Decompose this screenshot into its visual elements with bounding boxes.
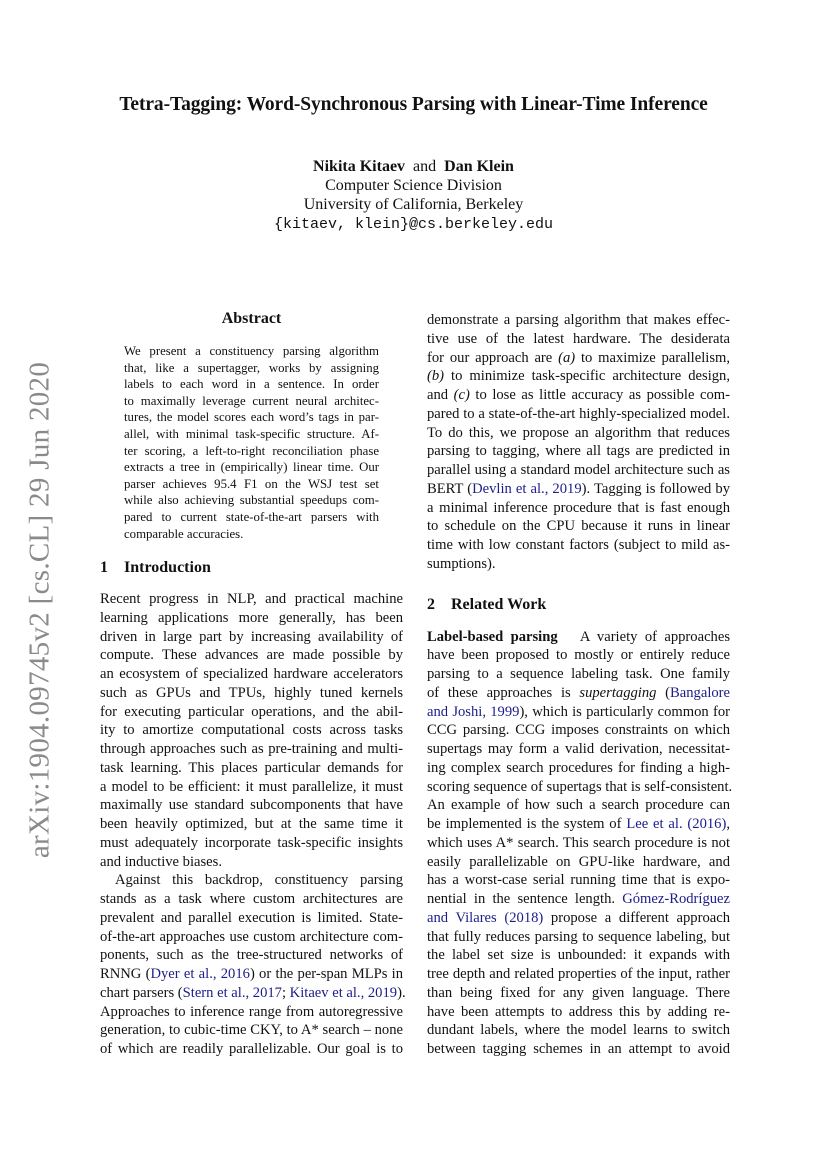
intro-paragraph-2 bbox=[100, 871, 406, 1059]
text-line: learning applications more generally, has been bbox=[100, 609, 403, 626]
text: ). Tagging is followed by bbox=[581, 480, 731, 497]
text-line: dundant labels, where the model learns to switch bbox=[427, 1022, 730, 1039]
text-line bbox=[427, 367, 730, 386]
abstract-line: allel, with minimal task-specific structure. Af- bbox=[124, 426, 379, 441]
text-line: the label set size is unbounded: it expands with bbox=[427, 947, 730, 964]
arxiv-stamp-text: arXiv:1904.09745v2 [cs.CL] 29 Jun 2020 bbox=[23, 361, 56, 859]
citation-link-lee-2016[interactable]: Lee et al. (2016) bbox=[626, 816, 727, 832]
text: ). bbox=[397, 984, 406, 1001]
text-line: driven in large part by increasing availability of bbox=[100, 628, 403, 645]
text: RNNG ( bbox=[100, 966, 151, 983]
text-line: Approaches to inference range from autoregressive bbox=[100, 1003, 403, 1020]
citation-link-gomez-rodriguez-2018[interactable]: Gómez-Rodríguez bbox=[622, 891, 730, 907]
text-line: easily parallelizable on GPU-like hardware, and bbox=[427, 853, 730, 870]
intro-paragraph-1 bbox=[100, 590, 403, 871]
text-line: pared to a state-of-the-art highly-specialized model. bbox=[427, 405, 730, 422]
text-line: scoring sequence of supertags that is self-consistent. bbox=[427, 778, 733, 795]
emphasis: supertagging bbox=[579, 684, 657, 701]
text: ), which is particularly common for bbox=[519, 703, 730, 720]
text-line: time with low constant factors (subject to mild as- bbox=[427, 537, 730, 553]
text-line: to schedule on the CPU because it runs in linear bbox=[427, 518, 730, 535]
abstract-line: parser achieves 95.4 F1 on the WSJ test set bbox=[124, 476, 379, 491]
right-column bbox=[427, 311, 733, 1059]
text-line: task learning. This places particular demands for bbox=[100, 759, 403, 776]
text-line: CCG parsing. CCG imposes constraints on which bbox=[427, 722, 730, 739]
text-line: supertags may form a valid derivation, necessitat- bbox=[427, 741, 730, 757]
abstract-heading: Abstract bbox=[221, 310, 282, 327]
text-line: tree depth and related properties of the input, rather bbox=[427, 966, 730, 982]
text-line: parsing to tagging, where all tags are predicted in bbox=[427, 443, 730, 460]
text-line: generation, to cubic-time CKY, to A* search – none bbox=[100, 1022, 403, 1039]
text-line: which uses A* search. This search procedure is not bbox=[427, 834, 730, 851]
text-line: tive use of the latest hardware. The desiderata bbox=[427, 330, 730, 347]
text-line: have been proposed to mostly or entirely reduce bbox=[427, 647, 730, 664]
text-line: ity to amortize computational costs across tasks bbox=[100, 722, 403, 739]
text: A variety of approaches bbox=[579, 628, 730, 645]
text-line: a minimal inference procedure that is fast enough bbox=[427, 499, 730, 516]
text-line: that fully reduces parsing to sequence labeling, but bbox=[427, 928, 730, 945]
text-line bbox=[427, 684, 730, 703]
text-line: an ecosystem of specialized hardware accelerators bbox=[100, 666, 403, 683]
emphasis: (a) bbox=[558, 349, 576, 366]
intro-paragraph-2-continued bbox=[427, 311, 730, 574]
text-line bbox=[427, 628, 730, 647]
text-line: has a worst-case serial running time that is expo- bbox=[427, 872, 730, 889]
abstract-line: comparable accuracies. bbox=[124, 526, 244, 541]
text-line: between tagging schemes in an attempt to avoid bbox=[427, 1041, 730, 1057]
author-names bbox=[0, 157, 827, 176]
text-line: must adequately incorporate task-specific insights bbox=[100, 834, 403, 851]
abstract-line: while also achieving substantial speedups com- bbox=[124, 493, 379, 508]
text: propose a different approach bbox=[543, 909, 730, 926]
text-line: maximally use standard subcomponents that have bbox=[100, 797, 403, 814]
abstract-line: to maximally leverage current neural architec- bbox=[124, 393, 379, 408]
abstract-line: ter scoring, a left-to-right reconciliation phase bbox=[124, 443, 379, 458]
text-line: To do this, we propose an algorithm that reduces bbox=[427, 424, 730, 441]
section-title: Related Work bbox=[451, 595, 547, 613]
affiliation-division: Computer Science Division bbox=[325, 177, 502, 195]
text: to minimize task-specific architecture design, bbox=[444, 368, 730, 385]
citation-link-dyer-2016[interactable]: Dyer et al., 2016 bbox=[150, 966, 250, 983]
text-line bbox=[427, 890, 730, 909]
text: , bbox=[726, 816, 730, 832]
text: and bbox=[427, 387, 454, 403]
text-line: prevalent and parallel execution is limited. State- bbox=[100, 909, 403, 926]
abstract-line: tures, the model scores each word’s tags in par- bbox=[124, 410, 379, 425]
left-column bbox=[100, 308, 406, 1059]
author-email: {kitaev, klein}@cs.berkeley.edu bbox=[273, 215, 554, 233]
citation-link-stern-2017[interactable]: Stern et al., 2017 bbox=[182, 984, 282, 1001]
text-line: stands as a task where custom architectures are bbox=[100, 891, 403, 908]
text-line: have been attempts to address this by adding re- bbox=[427, 1003, 730, 1020]
text: ) or the per-span MLPs in bbox=[249, 966, 404, 983]
abstract-line: that, like a supertagger, works by assigning bbox=[124, 360, 379, 375]
abstract-body bbox=[124, 343, 379, 542]
text-line: ponents, such as the tree-structured networks of bbox=[100, 947, 403, 964]
text: BERT ( bbox=[427, 480, 473, 497]
text-line bbox=[427, 480, 730, 499]
text-line bbox=[100, 965, 403, 984]
abstract-line: We present a constituency parsing algorithm bbox=[124, 344, 379, 358]
paper-title: Tetra-Tagging: Word-Synchronous Parsing with Linear-Time Inference bbox=[119, 94, 708, 115]
abstract-line: extracts a tree in (empirically) linear time. Our bbox=[124, 460, 379, 475]
author-block bbox=[0, 157, 827, 234]
text-line bbox=[427, 386, 730, 405]
text-line: and inductive biases. bbox=[100, 853, 222, 870]
text: to lose as little accuracy as possible com- bbox=[469, 387, 730, 403]
emphasis: (b) bbox=[427, 368, 445, 385]
text-line bbox=[427, 703, 730, 722]
text-line: parallel using a standard model architecture such as bbox=[427, 462, 730, 478]
citation-link-kitaev-2019[interactable]: Kitaev et al., 2019 bbox=[289, 984, 398, 1001]
text-line: An example of how such a search procedure can bbox=[427, 797, 730, 814]
text-line: demonstrate a parsing algorithm that makes effec- bbox=[427, 312, 730, 328]
text: ; bbox=[281, 984, 290, 1001]
text-line: for executing particular operations, and the abil- bbox=[100, 703, 403, 720]
text-line: Recent progress in NLP, and practical machine bbox=[100, 591, 403, 608]
text-line bbox=[100, 984, 406, 1003]
text: nential in the sentence length. bbox=[427, 891, 623, 907]
related-work-paragraph bbox=[427, 628, 733, 1059]
text-line: ing complex search procedures for finding a high- bbox=[427, 759, 730, 776]
text-line bbox=[427, 909, 730, 928]
affiliation-university: University of California, Berkeley bbox=[303, 196, 524, 214]
section-heading-related-work bbox=[427, 594, 730, 616]
section-number: 1 bbox=[100, 559, 108, 577]
citation-link-devlin-2019[interactable]: Devlin et al., 2019 bbox=[472, 480, 582, 497]
text-line: of-the-art approaches use custom architecture com- bbox=[100, 928, 403, 945]
text-line: through approaches such as pre-training and multi- bbox=[100, 741, 403, 758]
author-conjunction: and bbox=[413, 158, 437, 175]
text-line: compute. These advances are made possible by bbox=[100, 647, 403, 664]
section-number: 2 bbox=[427, 595, 435, 613]
text-line: sumptions). bbox=[427, 555, 496, 572]
text-line bbox=[427, 349, 730, 368]
abstract-line: labels to each word in a sentence. In order bbox=[124, 377, 379, 392]
abstract-line: pared to current state-of-the-art parsers with bbox=[124, 509, 379, 524]
run-in-heading: Label-based parsing bbox=[427, 628, 558, 645]
text: chart parsers ( bbox=[100, 984, 183, 1001]
text-line: Against this backdrop, constituency parsing bbox=[115, 872, 403, 889]
text-line: parsing to a sequence labeling task. One family bbox=[427, 666, 730, 682]
author-name: Nikita Kitaev bbox=[313, 158, 406, 175]
text: of these approaches is bbox=[427, 684, 580, 701]
text-line: been heavily optimized, but at the same time it bbox=[100, 816, 403, 833]
text-line: of which are readily parallelizable. Our goal is to bbox=[100, 1041, 403, 1058]
text-line: than being fixed for any given language. There bbox=[427, 984, 730, 1001]
emphasis: (c) bbox=[453, 387, 470, 403]
text-line: a model to be efficient: it must parallelize, it must bbox=[100, 778, 403, 795]
citation-link-bangalore-1999[interactable]: Bangalore bbox=[670, 684, 731, 701]
text: be implemented is the system of bbox=[427, 816, 627, 832]
arxiv-stamp bbox=[20, 361, 60, 859]
text: for our approach are bbox=[427, 349, 559, 366]
text: to maximize parallelism, bbox=[575, 349, 730, 366]
author-name: Dan Klein bbox=[444, 158, 514, 175]
text-line: such as GPUs and TPUs, highly tuned kernels bbox=[100, 684, 403, 701]
section-heading-introduction bbox=[100, 557, 403, 579]
section-title: Introduction bbox=[124, 559, 211, 577]
text-line bbox=[427, 815, 730, 834]
citation-link-gomez-rodriguez-2018[interactable]: and Vilares (2018) bbox=[427, 909, 544, 926]
text: ( bbox=[656, 684, 671, 701]
citation-link-bangalore-1999[interactable]: and Joshi, 1999 bbox=[427, 703, 520, 720]
